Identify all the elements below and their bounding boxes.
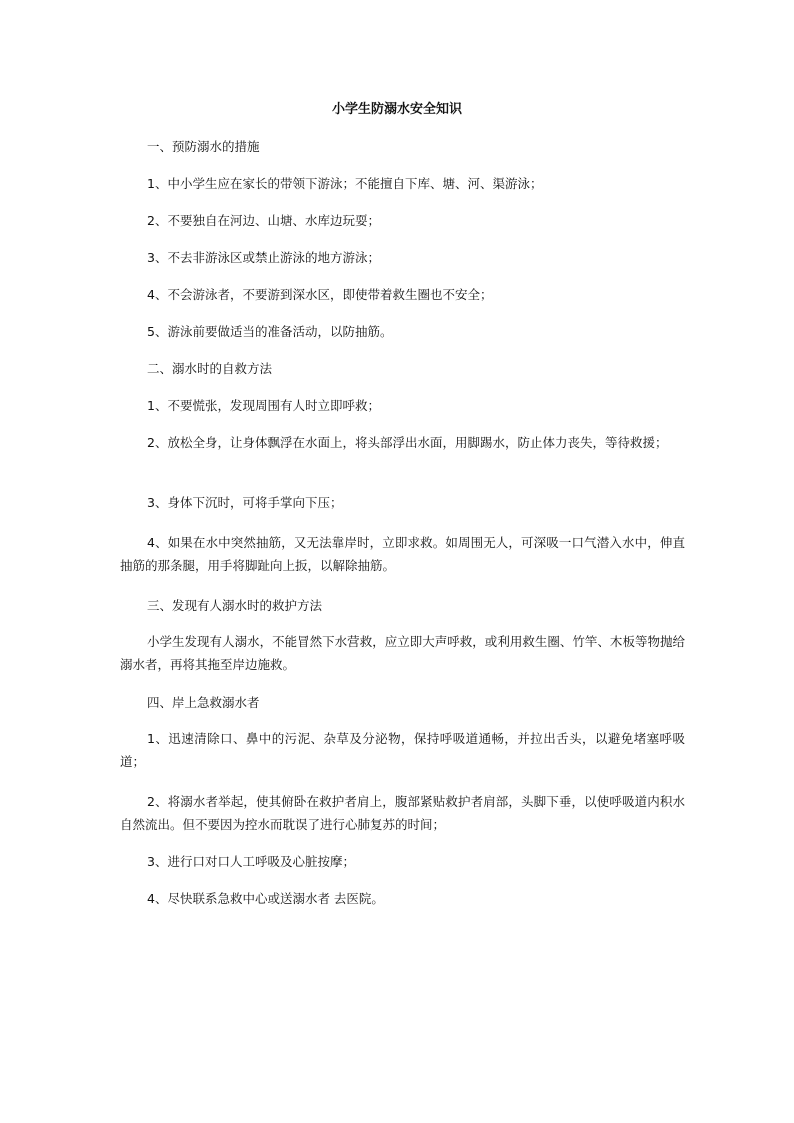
paragraph: 1、不要慌张，发现周围有人时立即呼救； (147, 398, 380, 413)
paragraph: 2、放松全身，让身体飘浮在水面上，将头部浮出水面，用脚踢水，防止体力丧失，等待救援； (147, 435, 668, 450)
paragraph: 2、不要独自在河边、山塘、水库边玩耍； (147, 213, 380, 228)
section-heading-prevention: 一、预防溺水的措施 (147, 139, 260, 154)
paragraph: 3、进行口对口人工呼吸及心脏按摩； (147, 854, 355, 869)
section-heading-self-rescue: 二、溺水时的自救方法 (147, 361, 273, 376)
paragraph: 5、游泳前要做适当的准备活动，以防抽筋。 (147, 324, 393, 339)
paragraph: 4、不会游泳者，不要游到深水区，即使带着救生圈也不安全； (147, 287, 493, 302)
paragraph: 4、如果在水中突然抽筋，又无法靠岸时，立即求救。如周围无人，可深吸一口气潜入水中，伸直抽筋的那条腿，用手将脚趾向上扳，以解除抽筋。 (120, 535, 685, 573)
paragraph: 2、将溺水者举起，使其俯卧在救护者肩上，腹部紧贴救护者肩部，头脚下垂，以使呼吸道内积水自然流出。但不要因为控水而耽误了进行心肺复苏的时间； (120, 794, 685, 832)
paragraph: 小学生发现有人溺水，不能冒然下水营救，应立即大声呼救，或利用救生圈、竹竿、木板等物抛给溺水者，再将其拖至岸边施救。 (120, 634, 685, 672)
section-heading-rescue-others: 三、发现有人溺水时的救护方法 (147, 598, 323, 613)
paragraph: 3、身体下沉时，可将手掌向下压； (147, 495, 343, 510)
paragraph: 1、迅速清除口、鼻中的污泥、杂草及分泌物，保持呼吸道通畅，并拉出舌头，以避免堵塞呼吸道； (120, 731, 685, 769)
document-title: 小学生防溺水安全知识 (331, 102, 462, 117)
paragraph: 3、不去非游泳区或禁止游泳的地方游泳； (147, 250, 380, 265)
section-heading-first-aid: 四、岸上急救溺水者 (147, 695, 260, 710)
paragraph: 4、尽快联系急救中心或送溺水者 去医院。 (147, 891, 384, 906)
paragraph: 1、中小学生应在家长的带领下游泳；不能擅自下库、塘、河、渠游泳； (147, 176, 543, 191)
